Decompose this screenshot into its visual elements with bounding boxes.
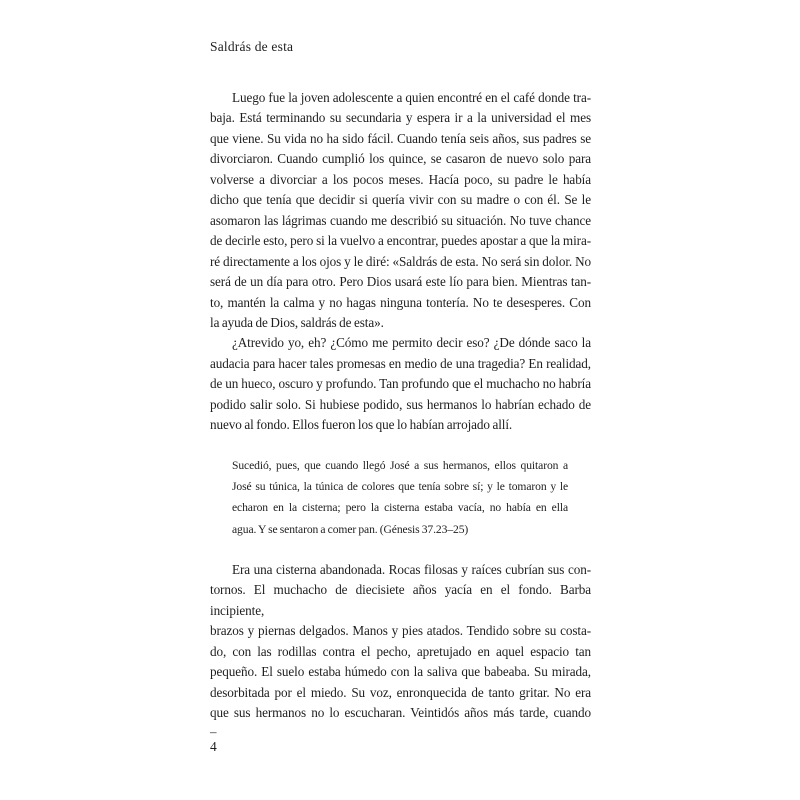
text-line: volverse a divorciar a los pocos meses. Hacía poco, su padre le había — [210, 171, 591, 187]
running-header: Saldrás de esta — [210, 39, 294, 54]
text-line: desorbitada por el miedo. Su voz, enronquecida de tanto gritar. No era — [210, 684, 591, 700]
text-line: de un hueco, oscuro y profundo. Tan profundo que el muchacho no habría — [210, 376, 591, 392]
text-line: to, mantén la calma y no hagas ninguna tontería. No te desesperes. Con — [210, 294, 591, 310]
text-line: ré directamente a los ojos y le diré: «Saldrás de esta. No será sin dolor. No — [210, 253, 591, 269]
text-line: será de un día para otro. Pero Dios usará este lío para bien. Mientras tan- — [210, 274, 591, 290]
text-block — [210, 88, 591, 724]
text-line: podido salir solo. Si hubiese podido, sus hermanos lo habrían echado de — [210, 396, 591, 412]
page-number: 4 — [210, 739, 217, 754]
page-footer — [210, 724, 217, 754]
quote-line: agua. Y se sentaron a comer pan. (Génesis 37.23–25) — [232, 522, 469, 536]
text-line: asomaron las lágrimas cuando me describió su situación. No tuve chance — [210, 212, 591, 228]
text-line: nuevo al fondo. Ellos fueron los que lo habían arrojado allí. — [210, 417, 513, 433]
text-line: Luego fue la joven adolescente a quien encontré en el café donde tra- — [232, 90, 591, 105]
text-line: dicho que tenía que decidir si quería vivir con su madre o con él. Se le — [210, 192, 591, 208]
text-line: la ayuda de Dios, saldrás de esta». — [210, 314, 384, 330]
quote-line: Sucedió, pues, que cuando llegó José a sus hermanos, ellos quitaron a — [232, 458, 568, 472]
text-line: brazos y piernas delgados. Manos y pies atados. Tendido sobre su costa- — [210, 623, 591, 639]
block-quote — [232, 455, 568, 540]
footer-dash: – — [210, 724, 217, 739]
text-line: audacia para hacer tales promesas en medio de una tragedia? En realidad, — [210, 355, 591, 371]
quote-line: José su túnica, la túnica de colores que tenía sobre sí; y le tomaron y le — [232, 480, 568, 493]
text-line: do, con las rodillas contra el pecho, apretujado en aquel espacio tan — [210, 643, 591, 659]
text-line: divorciaron. Cuando cumplió los quince, se casaron de nuevo solo para — [210, 151, 591, 167]
text-line: que viene. Su vida no ha sido fácil. Cuando tenía seis años, sus padres se — [210, 130, 591, 146]
text-line: de decirle esto, pero si la vuelvo a encontrar, puedes apostar a que la mira- — [210, 233, 591, 249]
text-line: que sus hermanos no lo escucharan. Veintidós años más tarde, cuando — [210, 705, 591, 721]
text-line: ¿Atrevido yo, eh? ¿Cómo me permito decir eso? ¿De dónde saco la — [232, 335, 591, 351]
paragraph-2 — [210, 333, 591, 435]
text-line: tornos. El muchacho de diecisiete años yacía en el fondo. Barba incipiente, — [210, 582, 591, 618]
text-line: Era una cisterna abandonada. Rocas filosas y raíces cubrían sus con- — [232, 561, 591, 577]
text-line: pequeño. El suelo estaba húmedo con la saliva que babeaba. Su mirada, — [210, 664, 591, 680]
text-line: baja. Está terminando su secundaria y espera ir a la universidad el mes — [210, 110, 591, 126]
paragraph-3 — [210, 560, 591, 724]
quote-line: echaron en la cisterna; pero la cisterna estaba vacía, no había en ella — [232, 501, 568, 515]
paragraph-1 — [210, 88, 591, 333]
